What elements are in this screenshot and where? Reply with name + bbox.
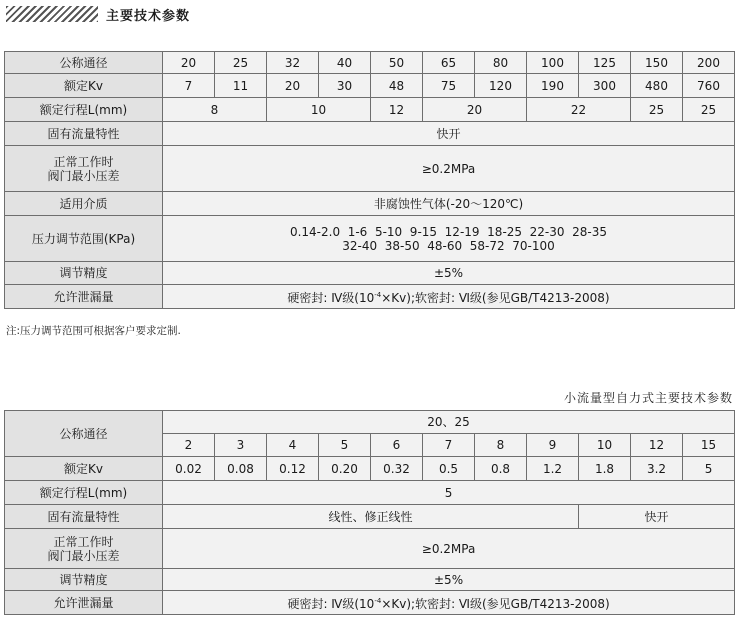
table-cell: 20、25 bbox=[163, 411, 735, 434]
leak-exponent: -4 bbox=[374, 291, 382, 299]
table-cell: ≥0.2MPa bbox=[163, 146, 735, 192]
table-cell: 40 bbox=[319, 52, 371, 74]
row-label-line: 正常工作时 bbox=[53, 534, 114, 549]
table-cell: 5 bbox=[683, 457, 735, 481]
table-cell: 80 bbox=[475, 52, 527, 74]
table-row bbox=[5, 122, 735, 146]
table-row bbox=[5, 505, 735, 529]
table-cell: 5 bbox=[163, 481, 735, 505]
table-row bbox=[5, 146, 735, 192]
table-cell: 12 bbox=[371, 98, 423, 122]
row-label-line: 正常工作时 bbox=[53, 154, 114, 169]
table-cell: 非腐蚀性气体(-20～120℃) bbox=[163, 192, 735, 216]
table-cell: 11 bbox=[215, 74, 267, 98]
table-cell: 10 bbox=[579, 434, 631, 457]
row-label: 调节精度 bbox=[5, 262, 163, 285]
table-cell: 200 bbox=[683, 52, 735, 74]
table-cell: 760 bbox=[683, 74, 735, 98]
table-cell: 20 bbox=[163, 52, 215, 74]
row-label-line: 阀门最小压差 bbox=[47, 168, 120, 183]
leak-text: 硬密封: Ⅳ级(10 bbox=[287, 597, 375, 611]
row-label: 适用介质 bbox=[5, 192, 163, 216]
table-cell: 0.32 bbox=[371, 457, 423, 481]
row-label-line: 阀门最小压差 bbox=[47, 548, 120, 563]
table-cell: 480 bbox=[631, 74, 683, 98]
table-cell: 22 bbox=[527, 98, 631, 122]
table-row bbox=[5, 457, 735, 481]
table-cell: 9 bbox=[527, 434, 579, 457]
table-cell: 10 bbox=[267, 98, 371, 122]
table-cell: 0.12 bbox=[267, 457, 319, 481]
table-row bbox=[5, 529, 735, 569]
table-cell: 0.02 bbox=[163, 457, 215, 481]
main-spec-table bbox=[4, 51, 735, 309]
table-cell: 0.20 bbox=[319, 457, 371, 481]
row-label: 固有流量特性 bbox=[5, 122, 163, 146]
table-row bbox=[5, 262, 735, 285]
table-cell: 5 bbox=[319, 434, 371, 457]
leak-text: ×Kv);软密封: Ⅵ级(参见GB/T4213-2008) bbox=[381, 291, 610, 305]
row-label: 额定行程L(mm) bbox=[5, 98, 163, 122]
row-label: 额定Kv bbox=[5, 457, 163, 481]
table-cell: 4 bbox=[267, 434, 319, 457]
leak-exponent: -4 bbox=[374, 597, 382, 605]
table-row bbox=[5, 74, 735, 98]
row-label: 额定行程L(mm) bbox=[5, 481, 163, 505]
table-cell: 75 bbox=[423, 74, 475, 98]
row-label bbox=[5, 146, 163, 192]
row-label: 调节精度 bbox=[5, 569, 163, 591]
range-line: 32-40 38-50 48-60 58-72 70-100 bbox=[342, 238, 555, 253]
table-cell: 50 bbox=[371, 52, 423, 74]
table-cell: 20 bbox=[267, 74, 319, 98]
table-cell: 30 bbox=[319, 74, 371, 98]
table-cell: ≥0.2MPa bbox=[163, 529, 735, 569]
table-cell: 2 bbox=[163, 434, 215, 457]
range-line: 0.14-2.0 1-6 5-10 9-15 12-19 18-25 22-30 28-35 bbox=[289, 224, 608, 239]
table-cell: 0.08 bbox=[215, 457, 267, 481]
table-cell: 15 bbox=[683, 434, 735, 457]
table2-title: 小流量型自力式主要技术参数 bbox=[563, 391, 733, 405]
table-cell: 150 bbox=[631, 52, 683, 74]
table-cell: ±5% bbox=[163, 262, 735, 285]
table-row bbox=[5, 52, 735, 74]
leak-text: 硬密封: Ⅳ级(10 bbox=[287, 291, 375, 305]
note-text: 注:压力调节范围可根据客户要求定制. bbox=[6, 325, 181, 337]
row-label: 额定Kv bbox=[5, 74, 163, 98]
table-cell: 8 bbox=[163, 98, 267, 122]
row-label: 公称通径 bbox=[5, 52, 163, 74]
table-cell: 190 bbox=[527, 74, 579, 98]
table-cell: 3.2 bbox=[631, 457, 683, 481]
table-cell: 25 bbox=[215, 52, 267, 74]
table-cell bbox=[163, 216, 735, 262]
table-cell: 300 bbox=[579, 74, 631, 98]
table-cell: 32 bbox=[267, 52, 319, 74]
row-label: 允许泄漏量 bbox=[5, 591, 163, 615]
row-label bbox=[5, 529, 163, 569]
table-row bbox=[5, 285, 735, 309]
small-flow-spec-table bbox=[4, 410, 735, 615]
table-cell: 100 bbox=[527, 52, 579, 74]
table-cell: 65 bbox=[423, 52, 475, 74]
table-cell: 0.8 bbox=[475, 457, 527, 481]
table-row bbox=[5, 411, 735, 434]
table-row bbox=[5, 98, 735, 122]
table-cell: 20 bbox=[423, 98, 527, 122]
title-hatch-decoration bbox=[6, 6, 98, 22]
table-cell: 8 bbox=[475, 434, 527, 457]
table-cell: 3 bbox=[215, 434, 267, 457]
table-cell: 快开 bbox=[579, 505, 735, 529]
table-row bbox=[5, 481, 735, 505]
table-cell: 0.5 bbox=[423, 457, 475, 481]
table-row bbox=[5, 569, 735, 591]
section-title: 主要技术参数 bbox=[106, 9, 191, 24]
table-cell: 7 bbox=[423, 434, 475, 457]
table-cell: 7 bbox=[163, 74, 215, 98]
row-label: 允许泄漏量 bbox=[5, 285, 163, 309]
table-cell: 线性、修正线性 bbox=[163, 505, 579, 529]
table-cell bbox=[163, 591, 735, 615]
table-cell: 1.8 bbox=[579, 457, 631, 481]
table-cell: 48 bbox=[371, 74, 423, 98]
table-cell: 1.2 bbox=[527, 457, 579, 481]
row-label: 压力调节范围(KPa) bbox=[5, 216, 163, 262]
row-label: 固有流量特性 bbox=[5, 505, 163, 529]
table-cell: 25 bbox=[631, 98, 683, 122]
table-cell: 25 bbox=[683, 98, 735, 122]
table-cell: 快开 bbox=[163, 122, 735, 146]
leak-text: ×Kv);软密封: Ⅵ级(参见GB/T4213-2008) bbox=[381, 597, 610, 611]
table-cell: 125 bbox=[579, 52, 631, 74]
table-row bbox=[5, 192, 735, 216]
table-cell bbox=[163, 285, 735, 309]
table-cell: 6 bbox=[371, 434, 423, 457]
row-label: 公称通径 bbox=[5, 411, 163, 457]
table-row bbox=[5, 216, 735, 262]
table-cell: 120 bbox=[475, 74, 527, 98]
table-cell: 12 bbox=[631, 434, 683, 457]
table-cell: ±5% bbox=[163, 569, 735, 591]
table-row bbox=[5, 591, 735, 615]
